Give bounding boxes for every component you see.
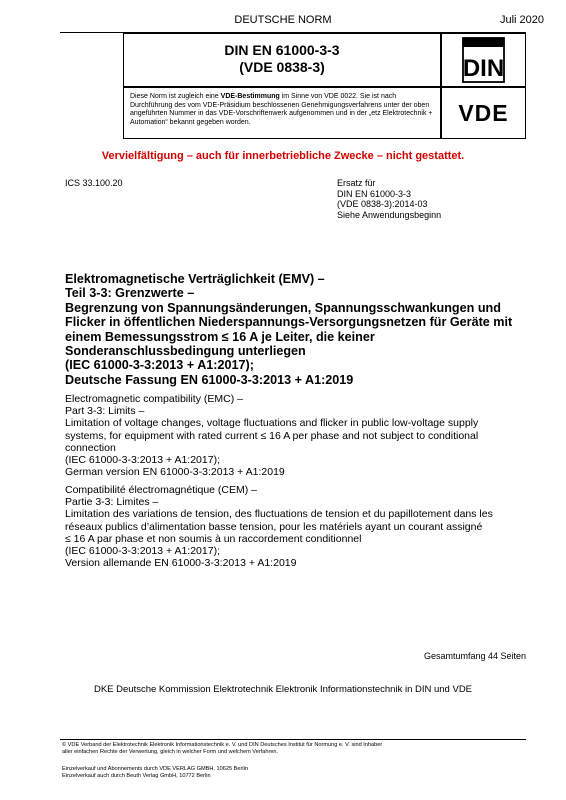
din-logo-text: DIN — [462, 55, 505, 82]
standard-number-box — [123, 33, 441, 87]
replacement-note: Ersatz für DIN EN 61000-3-3 (VDE 0838-3):2014-03 Siehe Anwendungsbeginn — [337, 178, 442, 220]
ics-number: ICS 33.100.20 — [65, 178, 123, 188]
title-german: Elektromagnetische Verträglichkeit (EMV) – Teil 3-3: Grenzwerte – Begrenzung von Spannungsänderungen, Spannungsschwankungen und Flicker in öffentlichen Niederspannungs-Versorgungsnetzen für Geräte mit einem Bemessungsstrom ≤ 16 A je Leiter, die keiner Sonderanschlussbedingung unterliegen (IEC 61000-3-3:2013 + A1:2017); Deutsche Fassung EN 61000-3-3:2013 + A1:2019 — [65, 272, 513, 387]
dke-line: DKE Deutsche Kommission Elektrotechnik Elektronik Informationstechnik in DIN und VDE — [93, 684, 473, 695]
din-logo — [441, 33, 526, 87]
standard-number: DIN EN 61000-3-3 — [224, 42, 340, 58]
sales-notice: Einzelverkauf und Abonnements durch VDE VERLAG GMBH, 10625 Berlin Einzelverkauf auch durch Beuth Verlag GmbH, 10772 Berlin — [62, 766, 248, 779]
din-logo-icon — [442, 34, 525, 86]
vde-logo: VDE — [441, 87, 526, 139]
title-english: Electromagnetic compatibility (EMC) – Part 3-3: Limits – Limitation of voltage changes, voltage fluctuations and flicker in public low-voltage supply systems, for equipment with rated current ≤ 16 A per phase and not subject to conditional connection (IEC 61000-3-3:2013 + A1:2017); German version EN 61000-3-3:2013 + A1:2019 — [65, 393, 479, 479]
copy-warning: Vervielfältigung – auch für innerbetriebliche Zwecke – nicht gestattet. — [101, 150, 465, 162]
publication-date: Juli 2020 — [499, 14, 544, 26]
copyright-notice: © VDE Verband der Elektrotechnik Elektronik Informationstechnik e. V. und DIN Deutsches Institut für Normung e. V. sind Inhaber aller einfachen Rechte der Verwertung, gleich in welcher Form und welchem Verfahren. — [62, 742, 383, 755]
norm-type: DEUTSCHE NORM — [234, 14, 332, 26]
total-pages: Gesamtumfang 44 Seiten — [423, 651, 526, 661]
vde-bestimmung: VDE-Bestimmung — [220, 93, 280, 100]
title-french: Compatibilité électromagnétique (CEM) – Partie 3-3: Limites – Limitation des variations de tension, des fluctuations de tension et du papillotement dans les réseaux publics d’alimentation basse tension, pour les matériels ayant un courant assigné ≤ 16 A par phase et non soumis à un raccordement conditionnel (IEC 61000-3-3:2013 + A1:2017); Version allemande EN 61000-3-3:2013 + A1:2019 — [65, 484, 493, 570]
footer-rule — [60, 739, 526, 740]
vde-notice: Diese Norm ist zugleich eine VDE-Bestimmung im Sinne von VDE 0022. Sie ist nach Durchführung des vom VDE-Präsidium beschlossenen Genehmigungsverfahrens unter der oben angeführten Nummer in das VDE-Vorschriftenwerk aufgenommen und in der „etz Elektrotechnik + Automation“ bekannt gegeben worden. — [123, 87, 441, 139]
vde-classification: (VDE 0838-3) — [239, 59, 325, 75]
